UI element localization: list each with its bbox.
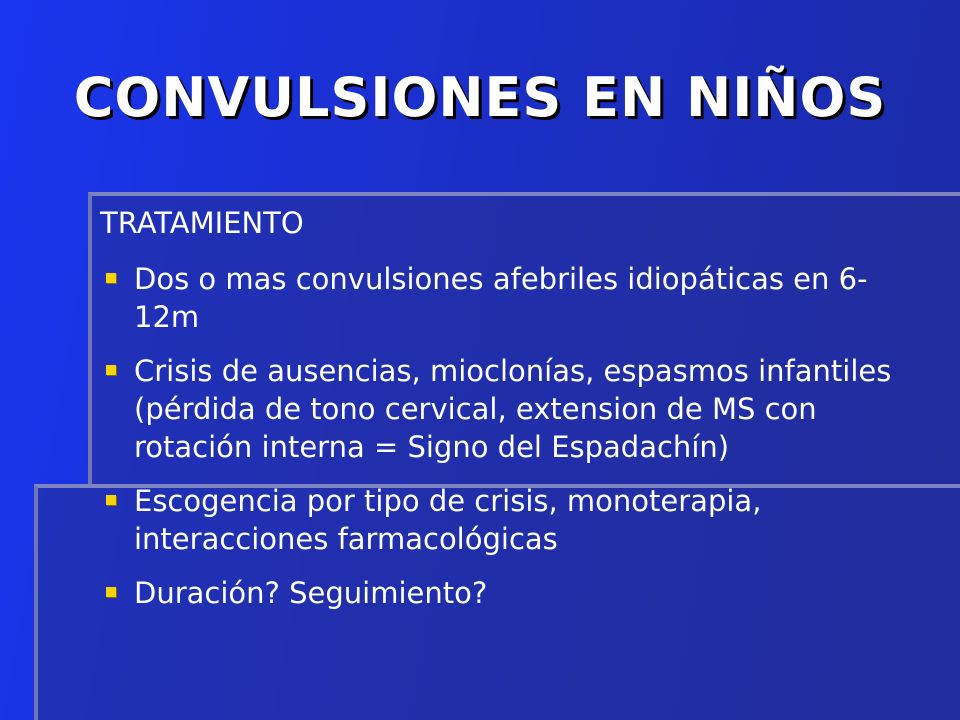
- slide-title: CONVULSIONES EN NIÑOS: [73, 66, 887, 129]
- square-bullet-icon: [106, 495, 116, 505]
- bullet-text: Escogencia por tipo de crisis, monoterapia, interacciones farmacológicas: [134, 484, 762, 556]
- square-bullet-icon: [106, 273, 116, 283]
- square-bullet-icon: [106, 365, 116, 375]
- section-heading: TRATAMIENTO: [100, 206, 304, 240]
- bullet-item: [100, 352, 900, 466]
- bullet-text: Dos o mas convulsiones afebriles idiopáticas en 6-12m: [134, 262, 868, 334]
- bullet-item: [100, 482, 900, 558]
- square-bullet-icon: [106, 587, 116, 597]
- bullet-text: Duración? Seguimiento?: [134, 576, 488, 610]
- bullet-item: [100, 574, 900, 612]
- bullet-text: Crisis de ausencias, mioclonías, espasmos infantiles (pérdida de tono cervical, extension de MS con rotación interna = Signo del Espadachín): [134, 354, 892, 464]
- bullet-item: [100, 260, 900, 336]
- slide-content: [100, 204, 900, 628]
- bullet-list: [100, 260, 900, 612]
